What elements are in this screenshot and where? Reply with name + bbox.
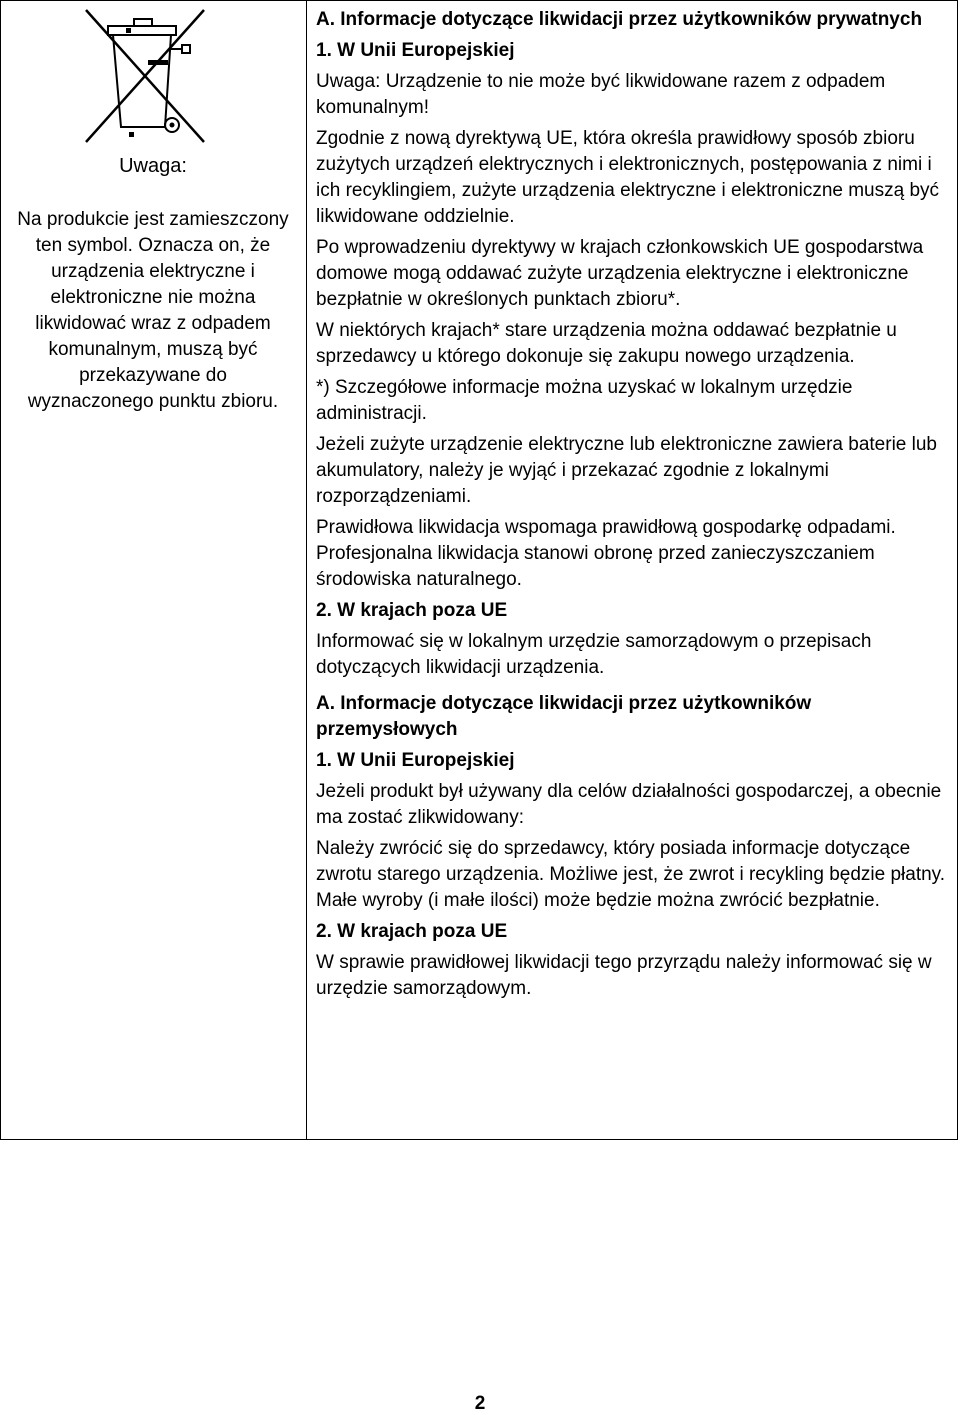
left-panel [0,0,306,1140]
column-divider [306,0,307,1140]
private-paragraph-8: Informować się w lokalnym urzędzie samorządowym o przepisach dotyczących likwidacji urządzenia. [316,631,872,678]
private-paragraph-7: Prawidłowa likwidacja wspomaga prawidłową gospodarkę odpadami. Profesjonalna likwidacja stanowi obronę przed zanieczyszczaniem środowiska naturalnego. [316,517,896,590]
left-panel-title: Uwaga: [119,155,187,177]
page-number: 2 [474,1393,486,1414]
private-paragraph-6: Jeżeli zużyte urządzenie elektryczne lub elektroniczne zawiera baterie lub akumulatory, należy je wyjąć i przekazać zgodnie z lokalnymi rozporządzeniami. [316,434,937,507]
private-paragraph-3: Po wprowadzeniu dyrektywy w krajach członkowskich UE gospodarstwa domowe mogą oddawać zużyte urządzenia elektryczne i elektroniczne bezpłatnie w określonych punktach zbioru*. [316,237,924,310]
industrial-paragraph-1: Jeżeli produkt był używany dla celów działalności gospodarczej, a obecnie ma zostać zlikwidowany: [316,781,942,828]
industrial-eu-heading: 1. W Unii Europejskiej [316,750,515,771]
industrial-non-eu-heading: 2. W krajach poza UE [316,921,508,942]
industrial-paragraph-3: W sprawie prawidłowej likwidacji tego przyrządu należy informować się w urzędzie samorządowym. [316,952,932,999]
private-users-heading: A. Informacje dotyczące likwidacji przez użytkowników prywatnych [316,9,923,30]
private-paragraph-4: W niektórych krajach* stare urządzenia można oddawać bezpłatnie u sprzedawcy u którego dokonuje się zakupu nowego urządzenia. [316,320,897,367]
private-paragraph-2: Zgodnie z nową dyrektywą UE, która określa prawidłowy sposób zbioru zużytych urządzeń elektrycznych i elektronicznych, postępowania z nimi i ich recyklingiem, zużyte urządzenia elektryczne i elektroniczne muszą być likwidowane oddzielnie. [316,128,940,227]
industrial-paragraph-2: Należy zwrócić się do sprzedawcy, który posiada informacje dotyczące zwrotu starego urządzenia. Możliwe jest, że zwrot i recykling będzie płatny. Małe wyroby (i małe ilości) może będzie można zwrócić bezpłatnie. [316,838,946,911]
private-eu-heading: 1. W Unii Europejskiej [316,40,515,61]
private-non-eu-heading: 2. W krajach poza UE [316,600,508,621]
private-paragraph-1: Uwaga: Urządzenie to nie może być likwidowane razem z odpadem komunalnym! [316,71,886,118]
left-panel-body: Na produkcie jest zamieszczony ten symbol. Oznacza on, że urządzenia elektryczne i elektroniczne nie można likwidować wraz z odpadem komunalnym, muszą być przekazywane do wyznaczonego punktu zbioru. [17,209,289,412]
private-paragraph-5: *) Szczegółowe informacje można uzyskać w lokalnym urzędzie administracji. [316,377,853,424]
industrial-users-heading: A. Informacje dotyczące likwidacji przez użytkowników przemysłowych [316,693,812,740]
right-panel [316,7,948,1007]
crossed-out-wheeled-bin-icon [82,8,208,144]
